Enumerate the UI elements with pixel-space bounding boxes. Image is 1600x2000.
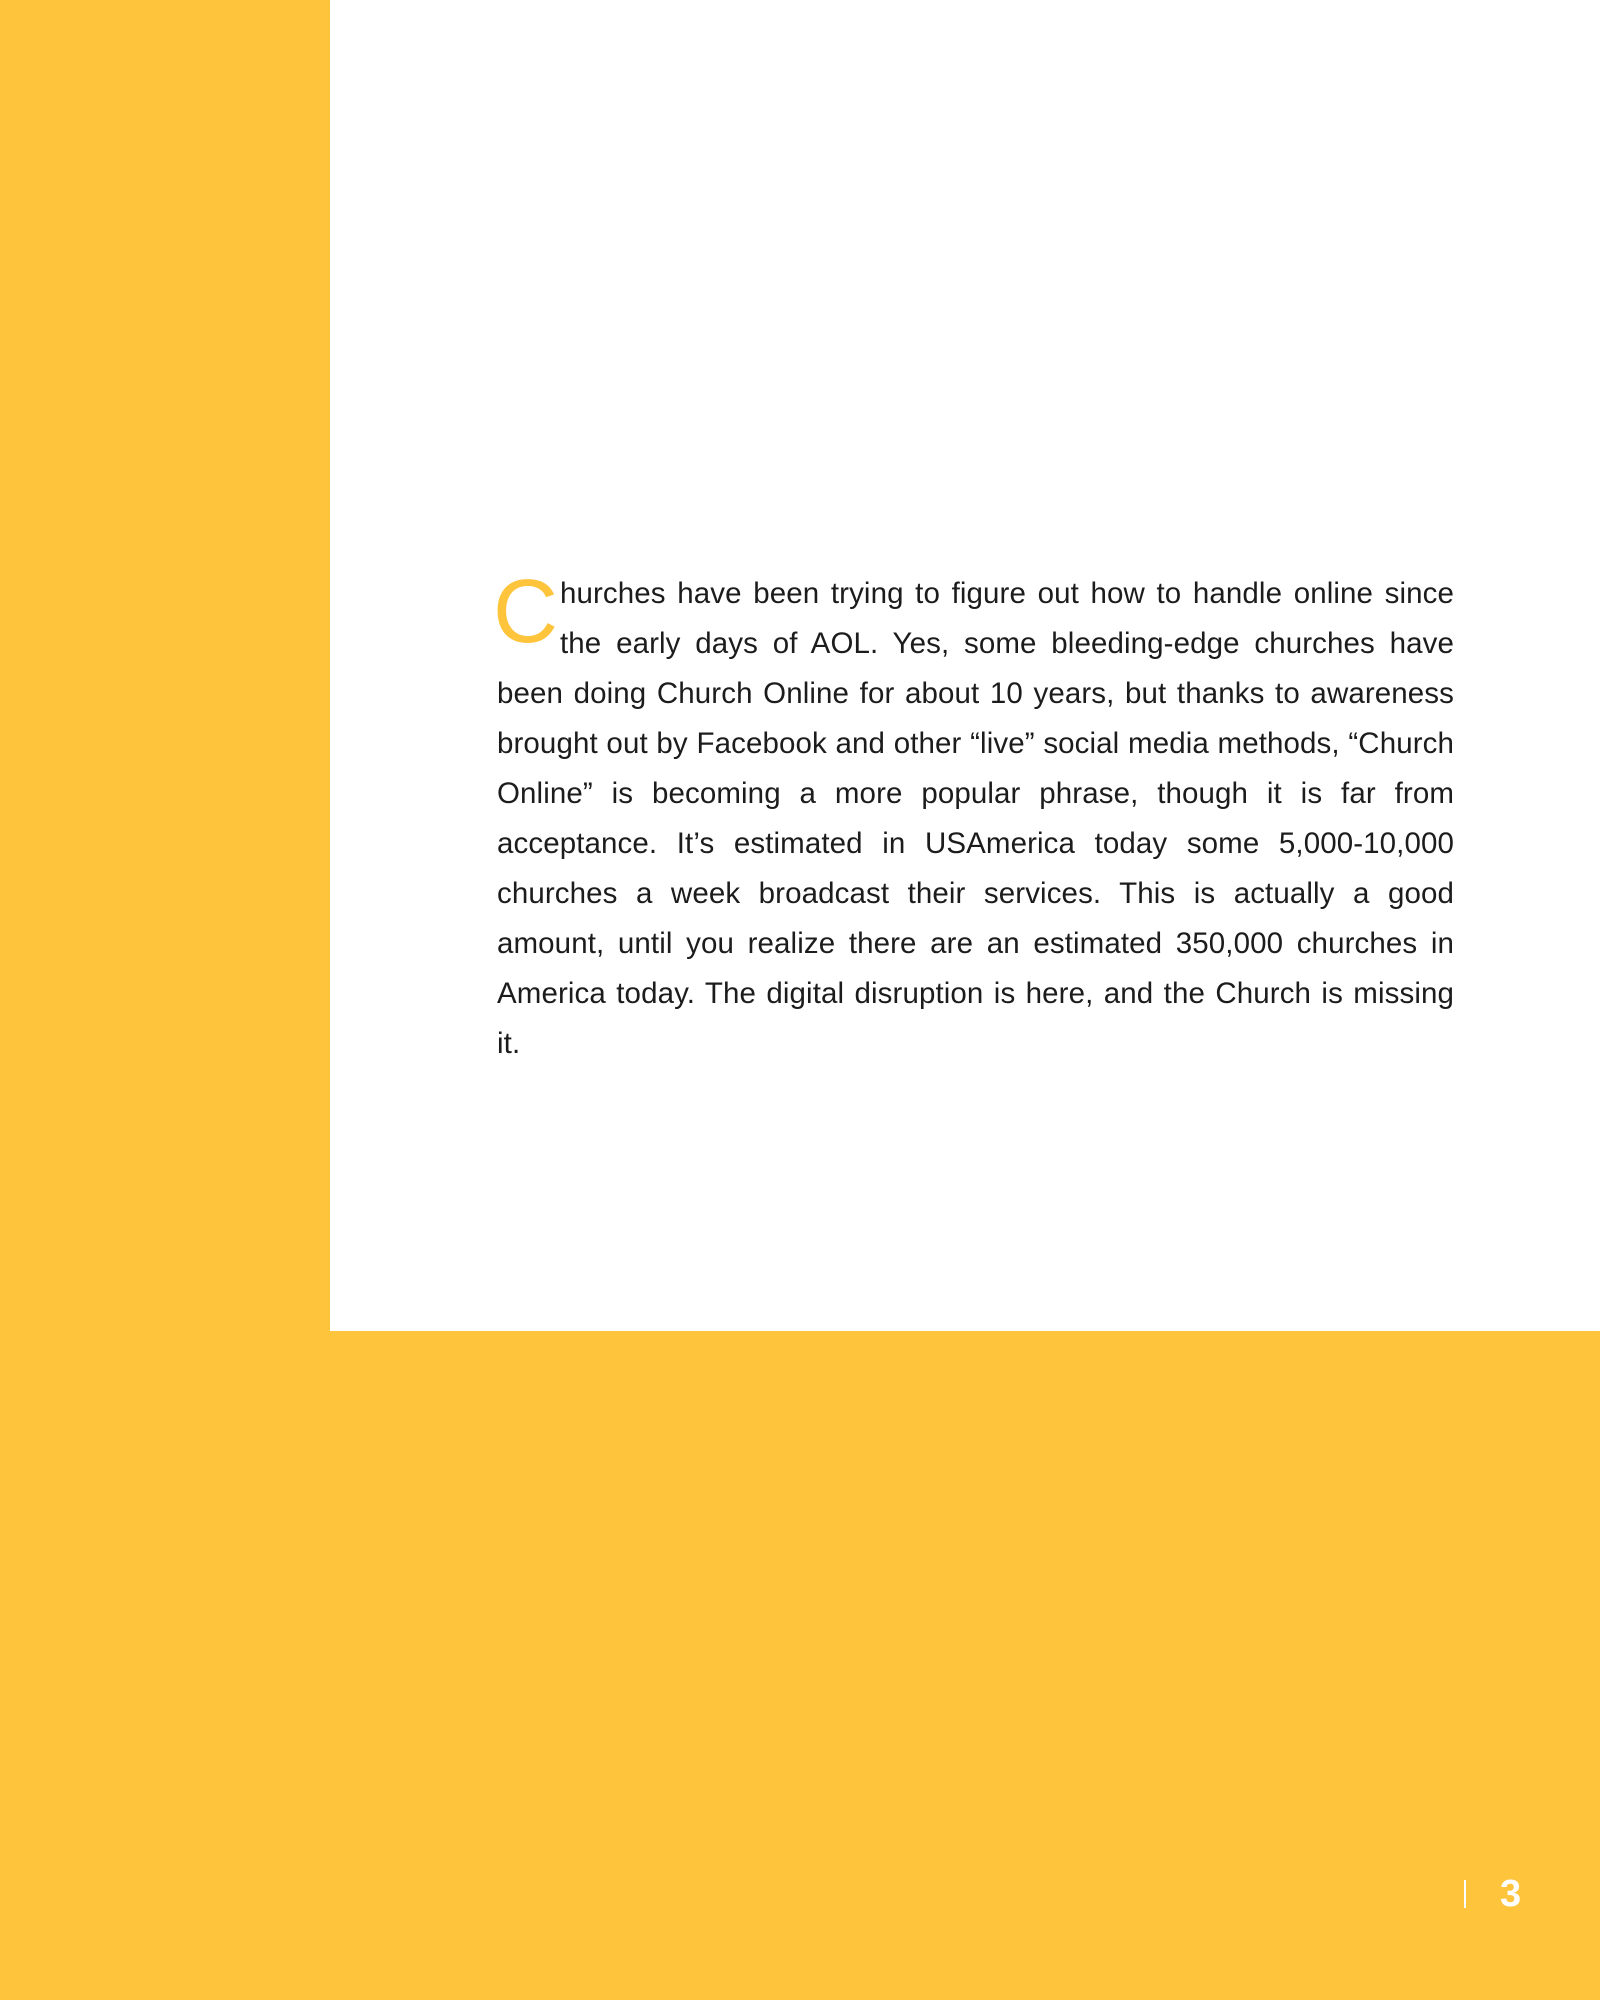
page-number: 3: [1500, 1873, 1522, 1915]
page-number-divider: [1464, 1880, 1466, 1908]
body-paragraph: [493, 562, 1454, 1069]
body-paragraph-text: hurches have been trying to figure out how to handle online since the early days of AOL. Yes, some bleeding-edge churches have been doing Church Online for about 10 years, but thanks to awareness brought out by Facebook and other “live” social media methods, “Church Online” is becoming a more popular phrase, though it is far from acceptance. It’s estimated in USAmerica today some 5,000-10,000 churches a week broadcast their services. This is actually a good amount, until you realize there are an estimated 350,000 churches in America today. The digital disruption is here, and the Church is missing it.: [497, 577, 1454, 1060]
drop-cap-letter: C: [493, 562, 558, 662]
page-footer: [1464, 1874, 1521, 1914]
